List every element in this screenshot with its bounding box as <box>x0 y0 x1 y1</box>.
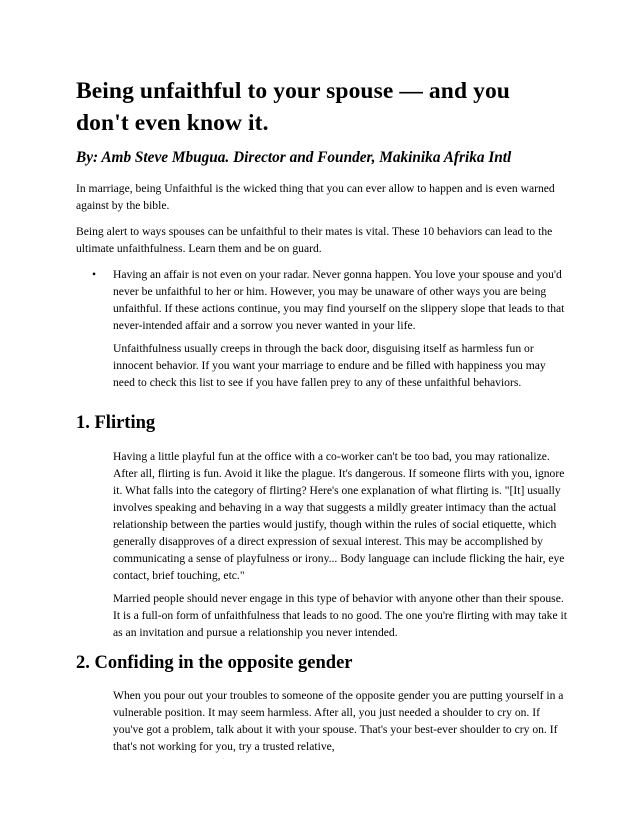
bullet-paragraph: Having an affair is not even on your radar. Never gonna happen. You love your spouse and you'd never be unfaithful to her or him. However, you may be unaware of other ways you are being unfaithful. If these actions continue, you may find yourself on the slippery slope that leads to that never-intended affair and a sorrow you never wanted in your life. <box>113 268 565 332</box>
bullet-paragraph: Unfaithfulness usually creeps in through the back door, disguising itself as harmless fun or innocent behavior. If you want your marriage to endure and be filled with happiness you may need to check this list to see if you have fallen prey to any of these unfaithful behaviors. <box>113 342 546 389</box>
intro-paragraph: Being alert to ways spouses can be unfaithful to their mates is vital. These 10 behaviors can lead to the ultimate unfaithfulness. Learn them and be on guard. <box>76 225 553 255</box>
section-heading-flirting: 1. Flirting <box>76 413 156 433</box>
article-byline: By: Amb Steve Mbugua. Director and Founder, Makinika Afrika Intl <box>76 149 512 166</box>
section-paragraph: When you pour out your troubles to someone of the opposite gender you are putting yourself in a vulnerable position. It may seem harmless. After all, you just needed a shoulder to cry on. If you've got a problem, talk about it with your spouse. That's your best-ever shoulder to cry on. If that's not working for you, try a trusted relative, <box>113 689 564 753</box>
section-heading-confiding: 2. Confiding in the opposite gender <box>76 653 353 673</box>
section-paragraph: Married people should never engage in this type of behavior with anyone other than their spouse. It is a full-on form of unfaithfulness that leads to no good. The one you're flirting with may take it as an invitation and pursue a relationship you never intended. <box>113 592 567 639</box>
article-title: Being unfaithful to your spouse — and you don't even know it. <box>76 78 510 136</box>
bullet-icon: • <box>92 268 97 281</box>
intro-paragraph: In marriage, being Unfaithful is the wicked thing that you can ever allow to happen and is even warned against by the bible. <box>76 182 555 212</box>
section-paragraph: Having a little playful fun at the office with a co-worker can't be too bad, you may rationalize. After all, flirting is fun. Avoid it like the plague. It's dangerous. If someone flirts with you, ignore it. What falls into the category of flirting? Here's one explanation of what flirting is. "[It] usually involves speaking and behaving in a way that suggests a mildly greater intimacy than the actual relationship between the parties would justify, though within the rules of social etiquette, which generally disapproves of a direct expression of sexual interest. This may be accomplished by communicating a sense of playfulness or irony... Body language can include flicking the hair, eye contact, brief touching, etc." <box>113 450 565 582</box>
